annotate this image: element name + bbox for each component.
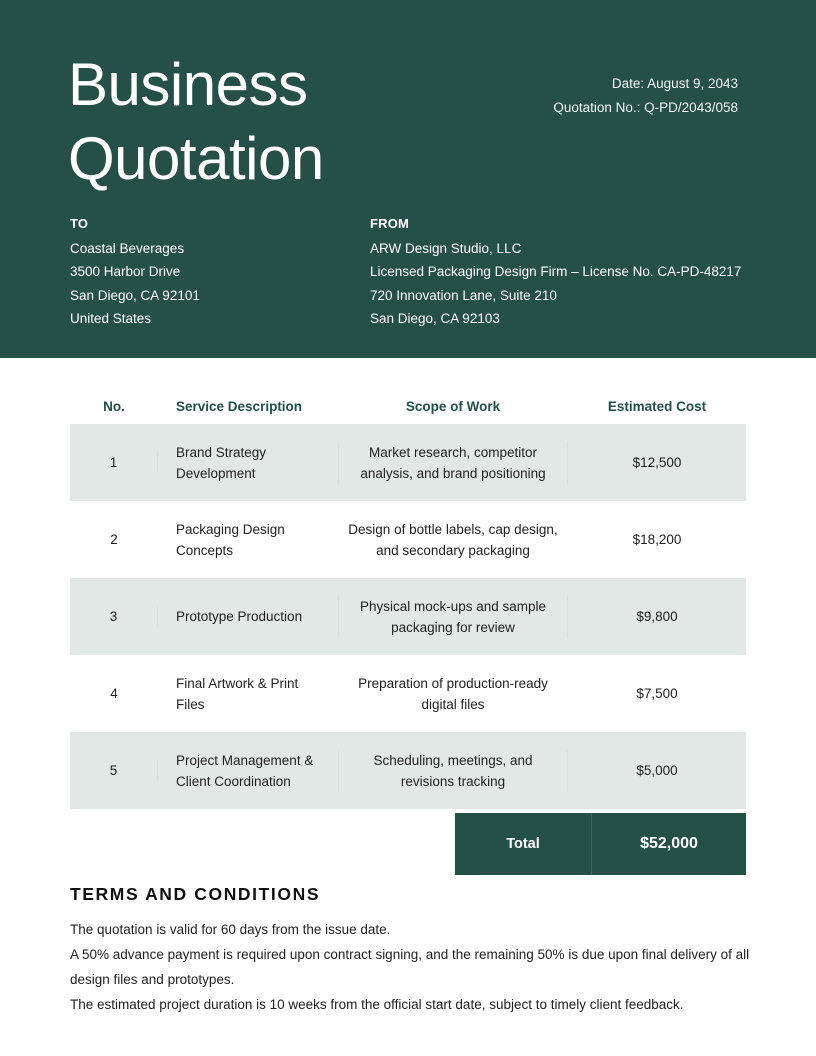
- cell-cost: $9,800: [636, 609, 678, 624]
- recipient-line: Coastal Beverages: [70, 240, 185, 256]
- recipient-line: 3500 Harbor Drive: [70, 264, 181, 279]
- sender-line: Licensed Packaging Design Firm – License No. CA-PD-48217: [370, 264, 742, 279]
- sender-line: 720 Innovation Lane, Suite 210: [370, 287, 557, 303]
- terms-and-conditions-section: [70, 884, 760, 1017]
- cell-scope: Scheduling, meetings, and revisions tracking: [338, 750, 568, 792]
- column-header-scope: Scope of Work: [405, 398, 501, 414]
- cell-no: 5: [70, 760, 158, 781]
- terms-line: The quotation is valid for 60 days from the issue date.: [70, 922, 391, 937]
- quotation-table: [70, 388, 746, 809]
- recipient-line: San Diego, CA 92101: [70, 287, 200, 303]
- cell-scope: Market research, competitor analysis, and brand positioning: [338, 442, 568, 484]
- table-header-row: [70, 388, 746, 424]
- cell-cost: $12,500: [632, 455, 682, 470]
- recipient-label: TO: [70, 216, 89, 231]
- sender-line: ARW Design Studio, LLC: [370, 240, 522, 256]
- terms-line: The estimated project duration is 10 weeks from the official start date, subject to timely client feedback.: [70, 997, 684, 1012]
- cell-description: Packaging Design Concepts: [176, 521, 285, 558]
- sender-block: [370, 212, 770, 331]
- table-row: [70, 501, 746, 578]
- table-row: [70, 732, 746, 809]
- cell-cost: $7,500: [636, 686, 678, 701]
- cell-no: 1: [70, 452, 158, 473]
- terms-list: [70, 917, 760, 1017]
- column-header-cost: Estimated Cost: [607, 398, 707, 414]
- page-title-line-1: Business: [68, 51, 308, 118]
- quotation-number: Quotation No.: Q-PD/2043/058: [553, 100, 738, 115]
- recipient-line: United States: [70, 311, 152, 326]
- quotation-date: Date: August 9, 2043: [611, 76, 738, 91]
- column-header-description: Service Description: [176, 398, 303, 414]
- page-title: [68, 48, 488, 196]
- table-row: [70, 655, 746, 732]
- cell-scope: Preparation of production-ready digital files: [358, 675, 548, 712]
- document-meta: [553, 72, 738, 120]
- sender-line: San Diego, CA 92103: [370, 311, 500, 326]
- cell-no: 3: [70, 606, 158, 627]
- cell-no: 4: [110, 686, 118, 701]
- cell-cost: $5,000: [636, 763, 678, 778]
- sender-label: FROM: [370, 216, 410, 231]
- table-row: [70, 578, 746, 655]
- total-value: $52,000: [640, 835, 698, 852]
- terms-title: TERMS AND CONDITIONS: [70, 884, 321, 904]
- cell-description: Final Artwork & Print Files: [176, 675, 299, 712]
- cell-description: Project Management & Client Coordination: [176, 752, 314, 789]
- document-header-band: [0, 0, 816, 358]
- column-header-no: No.: [103, 398, 125, 414]
- cell-description: Prototype Production: [176, 609, 303, 624]
- total-bar: [455, 813, 746, 875]
- cell-no: 2: [110, 532, 118, 547]
- cell-cost: $18,200: [632, 532, 682, 547]
- cell-scope: Design of bottle labels, cap design, and secondary packaging: [348, 521, 558, 558]
- total-label: Total: [455, 813, 592, 875]
- page-title-line-2: Quotation: [68, 125, 324, 192]
- cell-description: Brand Strategy Development: [176, 444, 267, 481]
- cell-scope: Physical mock-ups and sample packaging for review: [338, 596, 568, 638]
- recipient-block: [70, 212, 350, 331]
- table-row: [70, 424, 746, 501]
- terms-line: A 50% advance payment is required upon contract signing, and the remaining 50% is due upon final delivery of all design files and prototypes.: [70, 947, 750, 987]
